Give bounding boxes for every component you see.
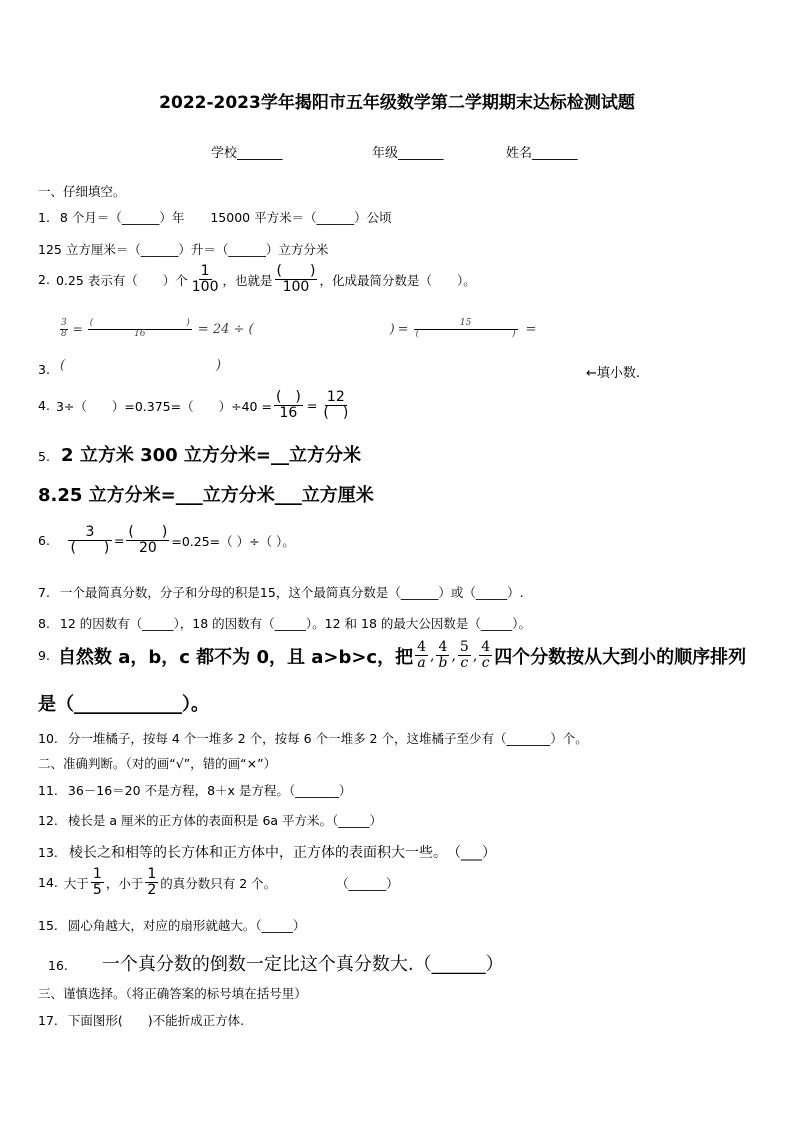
q14-text-3: 的真分数只有 2 个。 [160,875,277,891]
question-9: 9. 自然数 a，b，c 都不为 0，且 a>b>c，把 $\frac{4}{a}$ , $\frac{4}{b}$ , $\frac{5}{c}$ , $\frac{4}{c}$ 四个分数按从大到小的顺序排列 [38,639,747,672]
question-16 [48,950,504,976]
question-13 [38,842,496,862]
division-part: = 24 ÷ ( [197,321,254,337]
fraction-blank-over-100 [275,264,318,296]
question-11 [38,781,351,799]
fraction-denominator: 100 [191,279,219,296]
paren-open: ( [89,318,94,328]
q17-text: 下面图形( )不能折成正方体. [67,1013,245,1028]
fraction-15-over-blank [414,319,518,340]
question-17 [38,1011,244,1029]
q3-paren-close: ) [216,358,222,373]
fraction-denominator: b [438,655,448,672]
q14-text-2: ，小于 [105,875,144,891]
fraction-blank-over-20 [126,525,169,557]
fraction-denominator: c [460,655,469,672]
q14-text-1: 大于 [63,875,89,891]
paren-open: ( [415,328,420,339]
fraction-1-over-5 [91,867,104,899]
fraction-4-over-b [436,640,449,672]
question-number: 8. [38,616,50,631]
paren-close: ) [389,321,395,337]
fraction-numerator: 4 [417,639,427,655]
question-number: 17. [38,1013,58,1028]
q12-text: 棱长是 a 厘米的正方体的表面积是 6a 平方米。（_____） [67,813,383,828]
fraction-3-over-8 [60,319,68,340]
question-number: 13. [38,845,58,860]
q11-text: 36－16＝20 不是方程，8＋x 是方程。（_______） [67,783,352,798]
q1-part-c: 125 立方厘米＝（______）升＝（______）立方分米 [38,242,329,257]
fraction-denominator: 20 [138,540,157,557]
q1-part-a: 8 个月＝（______）年 [59,210,185,225]
fraction-denominator: 100 [282,279,310,296]
fraction-denominator: 8 [61,328,67,339]
fraction-12-over-blank [321,390,350,422]
fraction-numerator: ( ) [276,263,316,279]
fraction-1-over-100 [190,264,221,296]
question-7 [38,583,524,601]
q15-text: 圆心角越大，对应的扇形就越大。（_____） [67,918,306,933]
fraction-denominator: 2 [147,882,157,899]
question-number: 12. [38,813,58,828]
question-3-number: 3. [38,362,50,377]
q9-text-1: 自然数 a，b，c 都不为 0，且 a>b>c，把 [57,646,414,668]
page-title: 2022-2023学年揭阳市五年级数学第二学期期末达标检测试题 [159,93,635,113]
question-number: 16. [48,958,68,973]
fraction-numerator: 3 [61,318,67,328]
section-2-heading: 二、准确判断。（对的画“√”，错的画“×”） [38,756,277,771]
q5-text: 2 立方米 300 立方分米=__立方分米 [61,445,362,466]
fraction-numerator: 1 [92,866,102,882]
fraction-numerator: 4 [481,639,491,655]
q2-text-3: ，化成最简分数是（ ）。 [319,272,476,288]
fraction-denominator: 16 [134,328,146,339]
q16-text: 一个真分数的倒数一定比这个真分数大.（______） [101,954,504,975]
fraction-numerator: 5 [459,639,469,655]
fraction-numerator: 1 [200,263,210,279]
question-10 [38,729,588,747]
fraction-denominator: c [481,655,490,672]
fraction-1-over-2 [145,867,158,899]
question-number: 7. [38,585,50,600]
q9-text-2: 四个分数按从大到小的顺序排列 [494,646,747,668]
fraction-5-over-c [458,640,471,672]
fraction-denominator: a [417,655,426,672]
q14-answer-blank: （______） [336,875,399,891]
question-number: 14. [38,875,58,891]
fraction-4-over-a [415,640,428,672]
question-5 [38,441,361,467]
fraction-numerator: 4 [438,639,448,655]
question-number: 10. [38,731,58,746]
question-3-equation [58,319,536,340]
fraction-blank-over-16 [88,319,192,340]
question-2 [38,264,476,296]
equals-sign: = [525,321,537,337]
q3-paren-open: ( [60,358,66,373]
q13-text: 棱长之和相等的长方体和正方体中，正方体的表面积大一些。 （___） [68,845,496,861]
fraction-denominator: 5 [92,882,102,899]
equals-sign: = [72,322,83,337]
q6-tail: =0.25=（ ）÷（ ）。 [171,533,295,549]
section-1-heading: 一、仔细填空。 [38,184,126,199]
school-field: 学校_______ [211,146,283,161]
question-number: 4. [38,398,50,414]
equals-sign: = [306,398,318,414]
question-1 [38,208,392,226]
paren-close: ) [186,318,190,328]
question-14 [38,867,399,899]
q1-part-b: 15000 平方米＝（______）公顷 [210,210,392,225]
grade-field: 年级_______ [372,146,444,161]
q2-text-1: 0.25 表示有（ ）个 [55,272,188,288]
question-8 [38,614,531,632]
question-number: 2. [38,272,50,288]
question-6 [38,525,295,557]
fraction-numerator: 1 [147,866,157,882]
fraction-numerator: ( ) [128,524,168,540]
question-15 [38,916,305,934]
fraction-denominator [414,330,518,340]
fraction-numerator: ( ) [275,389,301,405]
q3-fill-decimal-hint: ←填小数. [586,366,641,381]
question-number: 11. [38,783,58,798]
equals-sign: = [113,533,125,549]
q7-text: 一个最简真分数，分子和分母的积是15，这个最简真分数是（______）或（_____）. [59,585,524,600]
fraction-denominator: 16 [279,405,298,422]
name-field: 姓名_______ [506,146,578,161]
fraction-denominator: ( ) [323,405,349,422]
equals-sign: = [397,321,409,337]
fraction-3-over-blank [68,525,112,557]
paren-close: ) [512,328,516,339]
q9-line-2: 是（____________）。 [38,694,209,715]
question-4 [38,390,352,422]
fraction-numerator: 15 [414,319,518,330]
fraction-denominator: ( ) [70,540,110,557]
question-number: 6. [38,533,50,549]
question-number: 5. [38,449,50,464]
fraction-4-over-c [479,640,492,672]
question-number: 9. [38,648,50,664]
question-number: 15. [38,918,58,933]
q8-text: 12 的因数有（_____），18 的因数有（_____）。12 和 18 的最大公因数是（_____）。 [59,616,531,631]
question-12 [38,811,382,829]
fraction-numerator: 3 [68,525,112,541]
q10-text: 分一堆橘子，按每 4 个一堆多 2 个，按每 6 个一堆多 2 个，这堆橘子至少有（_______）个。 [67,731,588,746]
q4-text: 3÷（ ）=0.375=（ ）÷40 = [55,398,272,414]
section-3-heading: 三、谨慎选择。（将正确答案的标号填在括号里） [38,986,307,1001]
question-number: 1. [38,210,50,225]
q5-line-2: 8.25 立方分米=___立方分米___立方厘米 [38,485,374,506]
q2-text-2: ，也就是 [222,272,273,288]
fraction-blank-over-16 [274,390,303,422]
fraction-numerator: 12 [326,389,345,405]
